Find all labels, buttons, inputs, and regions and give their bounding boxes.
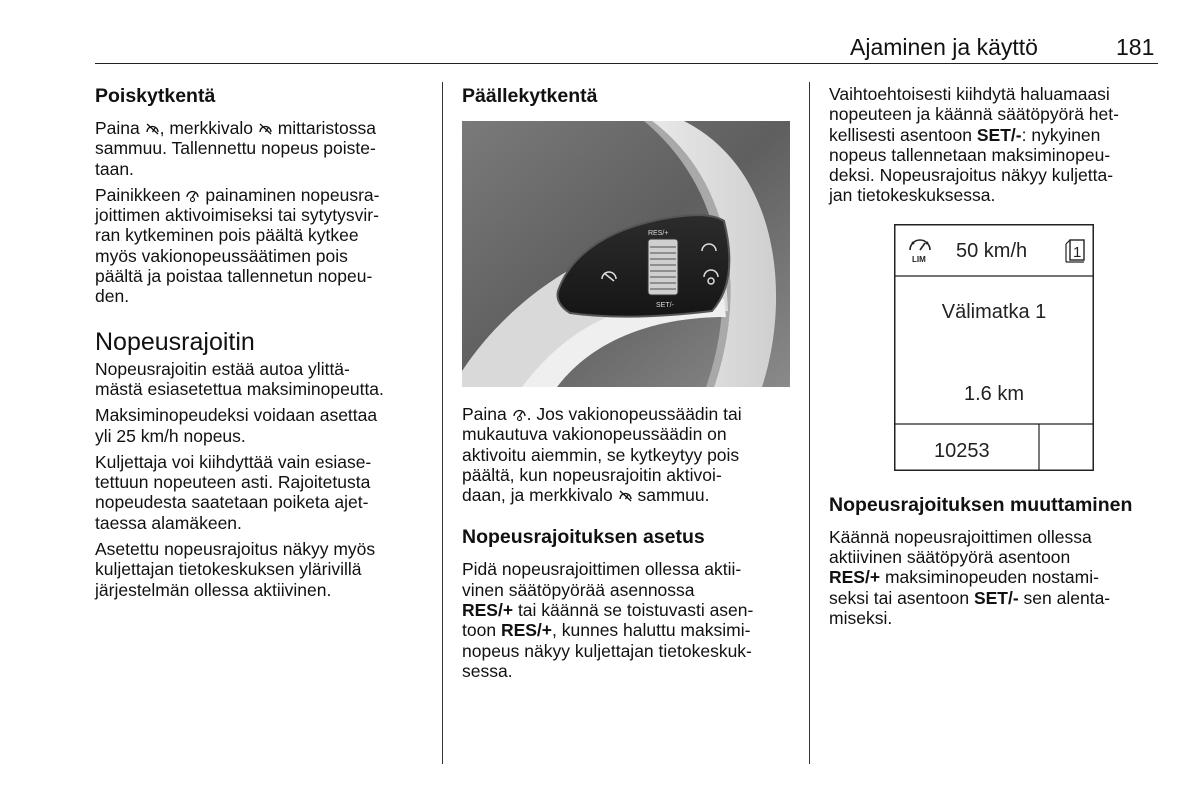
text-run: daan, ja merkkivalo [462, 485, 618, 506]
text-run: , merkkivalo [159, 118, 258, 138]
speed-limiter-off-icon [618, 488, 633, 502]
column-1 [95, 84, 425, 600]
res-label: RES/+ [648, 230, 669, 237]
text-run: : nykyinen [1021, 124, 1101, 145]
text-run: mittaristossa [272, 118, 376, 138]
section-heading: Poiskytkentä [95, 85, 216, 107]
text-run: toon [462, 620, 501, 641]
bold-term: RES/+ [829, 567, 881, 588]
text-run: Kuljettaja voi kiihdyttää vain esiase- [95, 451, 372, 472]
text-run: deksi. Nopeusrajoitus näkyy kuljetta- [829, 165, 1114, 186]
text-run: Paina [95, 118, 145, 138]
text-run: nopeuteen ja käännä säätöpyörä het- [829, 104, 1119, 125]
cruise-limiter-button-icon [512, 407, 527, 421]
text-run: . Jos vakionopeussäädin tai [526, 404, 742, 424]
text-run: Käännä nopeusrajoittimen ollessa [829, 526, 1092, 547]
text-run: painaminen nopeusra- [200, 184, 380, 205]
chapter-heading: Nopeusrajoitin [95, 327, 255, 356]
text-run: aktivoitu aiemmin, se kytkeytyy pois [462, 444, 740, 465]
text-run: nopeudesta saatetaan poiketa ajet- [95, 492, 369, 513]
trip-number: 1 [1073, 243, 1082, 261]
text-run: sammuu. [632, 485, 710, 506]
text-run: päältä, kun nopeusrajoitin aktivoi- [462, 464, 722, 485]
text-run: Maksiminopeudeksi voidaan asettaa [95, 405, 378, 426]
text-run: yli 25 km/h nopeus. [95, 425, 246, 446]
header-rule [95, 63, 1158, 64]
paragraph [95, 185, 425, 307]
text-run: vinen säätöpyörää asennossa [462, 579, 695, 600]
text-run: järjestelmän ollessa aktiivinen. [95, 579, 332, 600]
bold-term: RES/+ [462, 600, 514, 621]
paragraph [95, 539, 425, 600]
text-run: sammuu. Tallennettu nopeus poiste- [95, 138, 376, 159]
trip-label: Välimatka 1 [941, 300, 1047, 323]
paragraph [95, 118, 425, 179]
column-divider [809, 82, 810, 764]
text-run: kellisesti asentoon [829, 124, 977, 145]
text-run: nopeus tallennetaan maksiminopeu- [829, 144, 1111, 165]
text-run: kuljettajan tietokeskuksen ylärivillä [95, 559, 362, 580]
text-run: Pidä nopeusrajoittimen ollessa aktii- [462, 559, 742, 580]
text-run: , kunnes haluttu maksimi- [552, 620, 751, 641]
text-run: tettuun nopeuteen asti. Rajoitetusta [95, 472, 371, 493]
paragraph [95, 405, 425, 446]
text-run: maksiminopeuden nostami- [880, 567, 1099, 588]
column-3 [829, 84, 1159, 628]
running-header-title: Ajaminen ja käyttö [850, 34, 1038, 60]
text-run: taessa alamäkeen. [95, 512, 242, 533]
text-run: Nopeusrajoitin estää autoa ylittä- [95, 358, 350, 379]
paragraph [829, 527, 1159, 628]
bold-term: SET/- [973, 587, 1019, 608]
speed-limiter-off-icon [145, 121, 160, 135]
paragraph [95, 452, 425, 533]
paragraph [462, 559, 792, 681]
text-run: miseksi. [829, 607, 893, 628]
set-label: SET/- [656, 302, 674, 309]
paragraph [462, 404, 792, 505]
text-run: aktiivinen säätöpyörä asentoon [829, 547, 1071, 568]
paragraph [95, 359, 425, 400]
text-run: seksi tai asentoon [829, 587, 974, 608]
column-2 [462, 84, 792, 681]
section-heading: Nopeusrajoituksen muuttaminen [829, 493, 1133, 516]
lim-label: LIM [912, 254, 926, 264]
bold-term: RES/+ [500, 620, 553, 641]
steering-wheel-controls-illustration [462, 121, 790, 387]
text-run: sen alenta- [1018, 587, 1111, 608]
text-run: myös vakionopeussäätimen pois [95, 245, 348, 266]
column-divider [442, 82, 443, 764]
limit-speed: 50 km/h [956, 239, 1028, 262]
driver-info-display-illustration [894, 224, 1094, 471]
text-run: päältä ja poistaa tallennetun nopeu- [95, 266, 373, 287]
section-heading: Nopeusrajoituksen asetus [462, 526, 705, 549]
text-run: Asetettu nopeusrajoitus näkyy myös [95, 539, 376, 560]
text-run: Paina [462, 404, 512, 424]
text-run: den. [95, 286, 130, 307]
text-run: nopeus näkyy kuljettajan tietokeskuk- [462, 640, 752, 661]
text-run: mukautuva vakionopeussäädin on [462, 424, 727, 445]
text-run: ran kytkeminen pois päältä kytkee [95, 225, 359, 246]
text-run: sessa. [462, 660, 513, 681]
page-number: 181 [1116, 34, 1155, 60]
trip-distance: 1.6 km [963, 382, 1025, 405]
paragraph [829, 84, 1159, 206]
text-run: mästä esiasetettua maksiminopeutta. [95, 378, 384, 399]
cruise-limiter-button-icon [185, 188, 200, 202]
text-run: jan tietokeskuksessa. [829, 185, 996, 206]
bold-term: SET/- [976, 124, 1022, 145]
text-run: Painikkeen [95, 184, 186, 205]
text-run: joittimen aktivoimiseksi tai sytytysvir- [95, 205, 379, 226]
odometer-reading: 10253 [934, 439, 990, 462]
text-run: taan. [95, 158, 134, 179]
section-heading: Päällekytkentä [462, 85, 598, 107]
speed-limiter-off-icon [258, 121, 273, 135]
text-run: Vaihtoehtoisesti kiihdytä haluamaasi [829, 84, 1110, 104]
text-run: tai käännä se toistuvasti asen- [513, 600, 754, 621]
